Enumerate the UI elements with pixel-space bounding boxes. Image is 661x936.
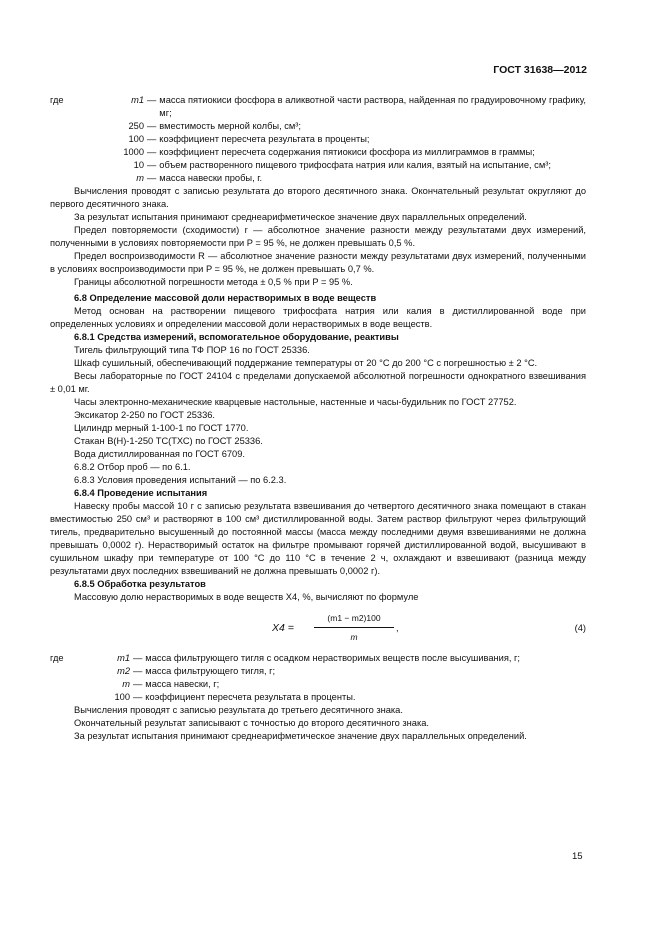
definition-dash: — [133,666,143,676]
where-label: где [50,653,64,663]
equipment-beaker: Стакан В(Н)-1-250 ТС(ТХС) по ГОСТ 25336. [74,436,263,446]
definition-key: m1 [117,653,130,663]
definition-dash: — [133,653,143,663]
equipment-scales: Весы лабораторные по ГОСТ 24104 с пределами допускаемой абсолютной погрешности однократного взвешивания ± 0,01 мг. [50,371,586,394]
definition-1000 [50,146,586,159]
definition-key: 1000 [123,147,144,157]
definition-text: коэффициент пересчета результата в проценты. [145,692,356,702]
definition-dash: — [133,692,143,702]
definition-key: m1 [131,95,144,105]
definition-dash: — [147,95,157,105]
definition2-m [50,678,586,691]
document-body [50,94,586,743]
definition2-100 [50,691,586,704]
formula-4 [50,608,586,652]
calculation-paragraph-2: Вычисления проводят с записью результата до третьего десятичного знака. [74,705,403,715]
result-paragraph: За результат испытания принимают среднеарифметическое значение двух параллельных определений. [74,212,527,222]
definition-dash: — [147,121,157,131]
section-6-8-1-title: 6.8.1 Средства измерений, вспомогательное оборудование, реактивы [74,332,399,342]
definition-dash: — [133,679,143,689]
definition-text: масса фильтрующего тигля с осадком нерастворимых веществ после высушивания, г; [145,653,521,663]
definition-key: m2 [117,666,130,676]
definition-text: коэффициент пересчета результата в проценты; [159,134,370,144]
section-6-8-title: 6.8 Определение массовой доли нерастворимых в воде веществ [74,293,377,303]
definition-100 [50,133,586,146]
definition-text: коэффициент пересчета содержания пятиокиси фосфора из миллиграммов в граммы; [159,147,535,157]
formula-number: (4) [574,623,586,633]
definition-key: 100 [128,134,144,144]
final-result-paragraph: Окончательный результат записывают с точностью до второго десятичного знака. [74,718,429,728]
section-6-8-2: 6.8.2 Отбор проб — по 6.1. [74,462,191,472]
definition2-m1 [50,652,586,665]
where-label: где [50,95,64,105]
reproducibility-paragraph: Предел воспроизводимости R — абсолютное значение разности между результатами двух измерений, полученными в условиях воспроизводимости при P = 95 %, не должен превышать 0,7 %. [50,251,586,274]
section-6-8-5-title: 6.8.5 Обработка результатов [74,579,206,589]
equipment-crucible: Тигель фильтрующий типа ТФ ПОР 16 по ГОСТ 25336. [74,345,310,355]
definition-text: масса фильтрующего тигля, г; [145,666,276,676]
formula-numerator: (m1 − m2)100 [314,612,394,628]
definition-m [50,172,586,185]
section-6-8-4-title: 6.8.4 Проведение испытания [74,488,208,498]
definition-text: масса навески, г; [145,679,220,689]
section-6-8-3: 6.8.3 Условия проведения испытаний — по 6.2.3. [74,475,287,485]
definition-key: m [122,679,130,689]
definition2-m2 [50,665,586,678]
definition-key: 10 [133,160,144,170]
definition-key: m [136,173,144,183]
error-paragraph: Границы абсолютной погрешности метода ± 0,5 % при P = 95 %. [74,277,353,287]
definition-250 [50,120,586,133]
formula-lhs: X4 = [272,622,294,634]
page-number: 15 [572,851,583,862]
definition-10 [50,159,586,172]
formula-fraction [314,612,394,644]
definition-dash: — [147,134,157,144]
equipment-cylinder: Цилиндр мерный 1-100-1 по ГОСТ 1770. [74,423,249,433]
definition-text: масса пятиокиси фосфора в аликвотной части раствора, найденная по градуировочному графику, мг; [159,95,586,118]
definition-text: вместимость мерной колбы, см³; [159,121,301,131]
definition-dash: — [147,173,157,183]
definition-text: объем растворенного пищевого трифосфата натрия или калия, взятый на испытание, см³; [159,160,551,170]
definition-text: масса навески пробы, г. [159,173,263,183]
definition-dash: — [147,160,157,170]
document-code: ГОСТ 31638—2012 [493,64,587,76]
equipment-water: Вода дистиллированная по ГОСТ 6709. [74,449,245,459]
definition-key: 100 [114,692,130,702]
equipment-oven: Шкаф сушильный, обеспечивающий поддержание температуры от 20 °С до 200 °С с погрешностью ± 2 °С. [74,358,538,368]
calculation-paragraph: Вычисления проводят с записью результата до второго десятичного знака. Окончательный результат округляют до первого десятичного знака. [50,186,586,209]
section-6-8-text: Метод основан на растворении пищевого трифосфата натрия или калия в дистиллированной воде при определенных условиях и определении массовой доли нерастворимых в воде веществ. [50,306,586,329]
definition-key: 250 [128,121,144,131]
formula-denominator: m [350,632,358,642]
section-6-8-5-text: Массовую долю нерастворимых в воде веществ X4, %, вычисляют по формуле [74,592,419,602]
section-6-8-4-text: Навеску пробы массой 10 г с записью результата взвешивания до четвертого десятичного знака помещают в стакан вместимостью 250 см³ и растворяют в 100 см³ дистиллированной воды. Затем раствор фильтруют через фильтрующий тигель, предварительно высушенный до постоянной массы (масса между последними двумя взвешиваниями не должна превышать 0,0002 г). Нерастворимый остаток на фильтре промывают горячей дистиллированной водой, высушивают в сушильном шкафу при температуре от 100 °С до 110 °С в течение 2 ч, охлаждают и взвешивают (разница между результатами двух последних взвешиваний не должна превышать 0,0002 г). [50,501,586,576]
result-paragraph-2: За результат испытания принимают среднеарифметическое значение двух параллельных определений. [74,731,527,741]
definition-dash: — [147,147,157,157]
equipment-clock: Часы электронно-механические кварцевые настольные, настенные и часы-будильник по ГОСТ 27752. [74,397,517,407]
formula-comma: , [396,623,399,633]
equipment-desiccator: Эксикатор 2-250 по ГОСТ 25336. [74,410,216,420]
repeatability-paragraph: Предел повторяемости (сходимости) r — абсолютное значение разности между результатами двух измерений, полученными в условиях повторяемости при P = 95 %, не должен превышать 0,5 %. [50,225,586,248]
definition-m1 [50,94,586,120]
